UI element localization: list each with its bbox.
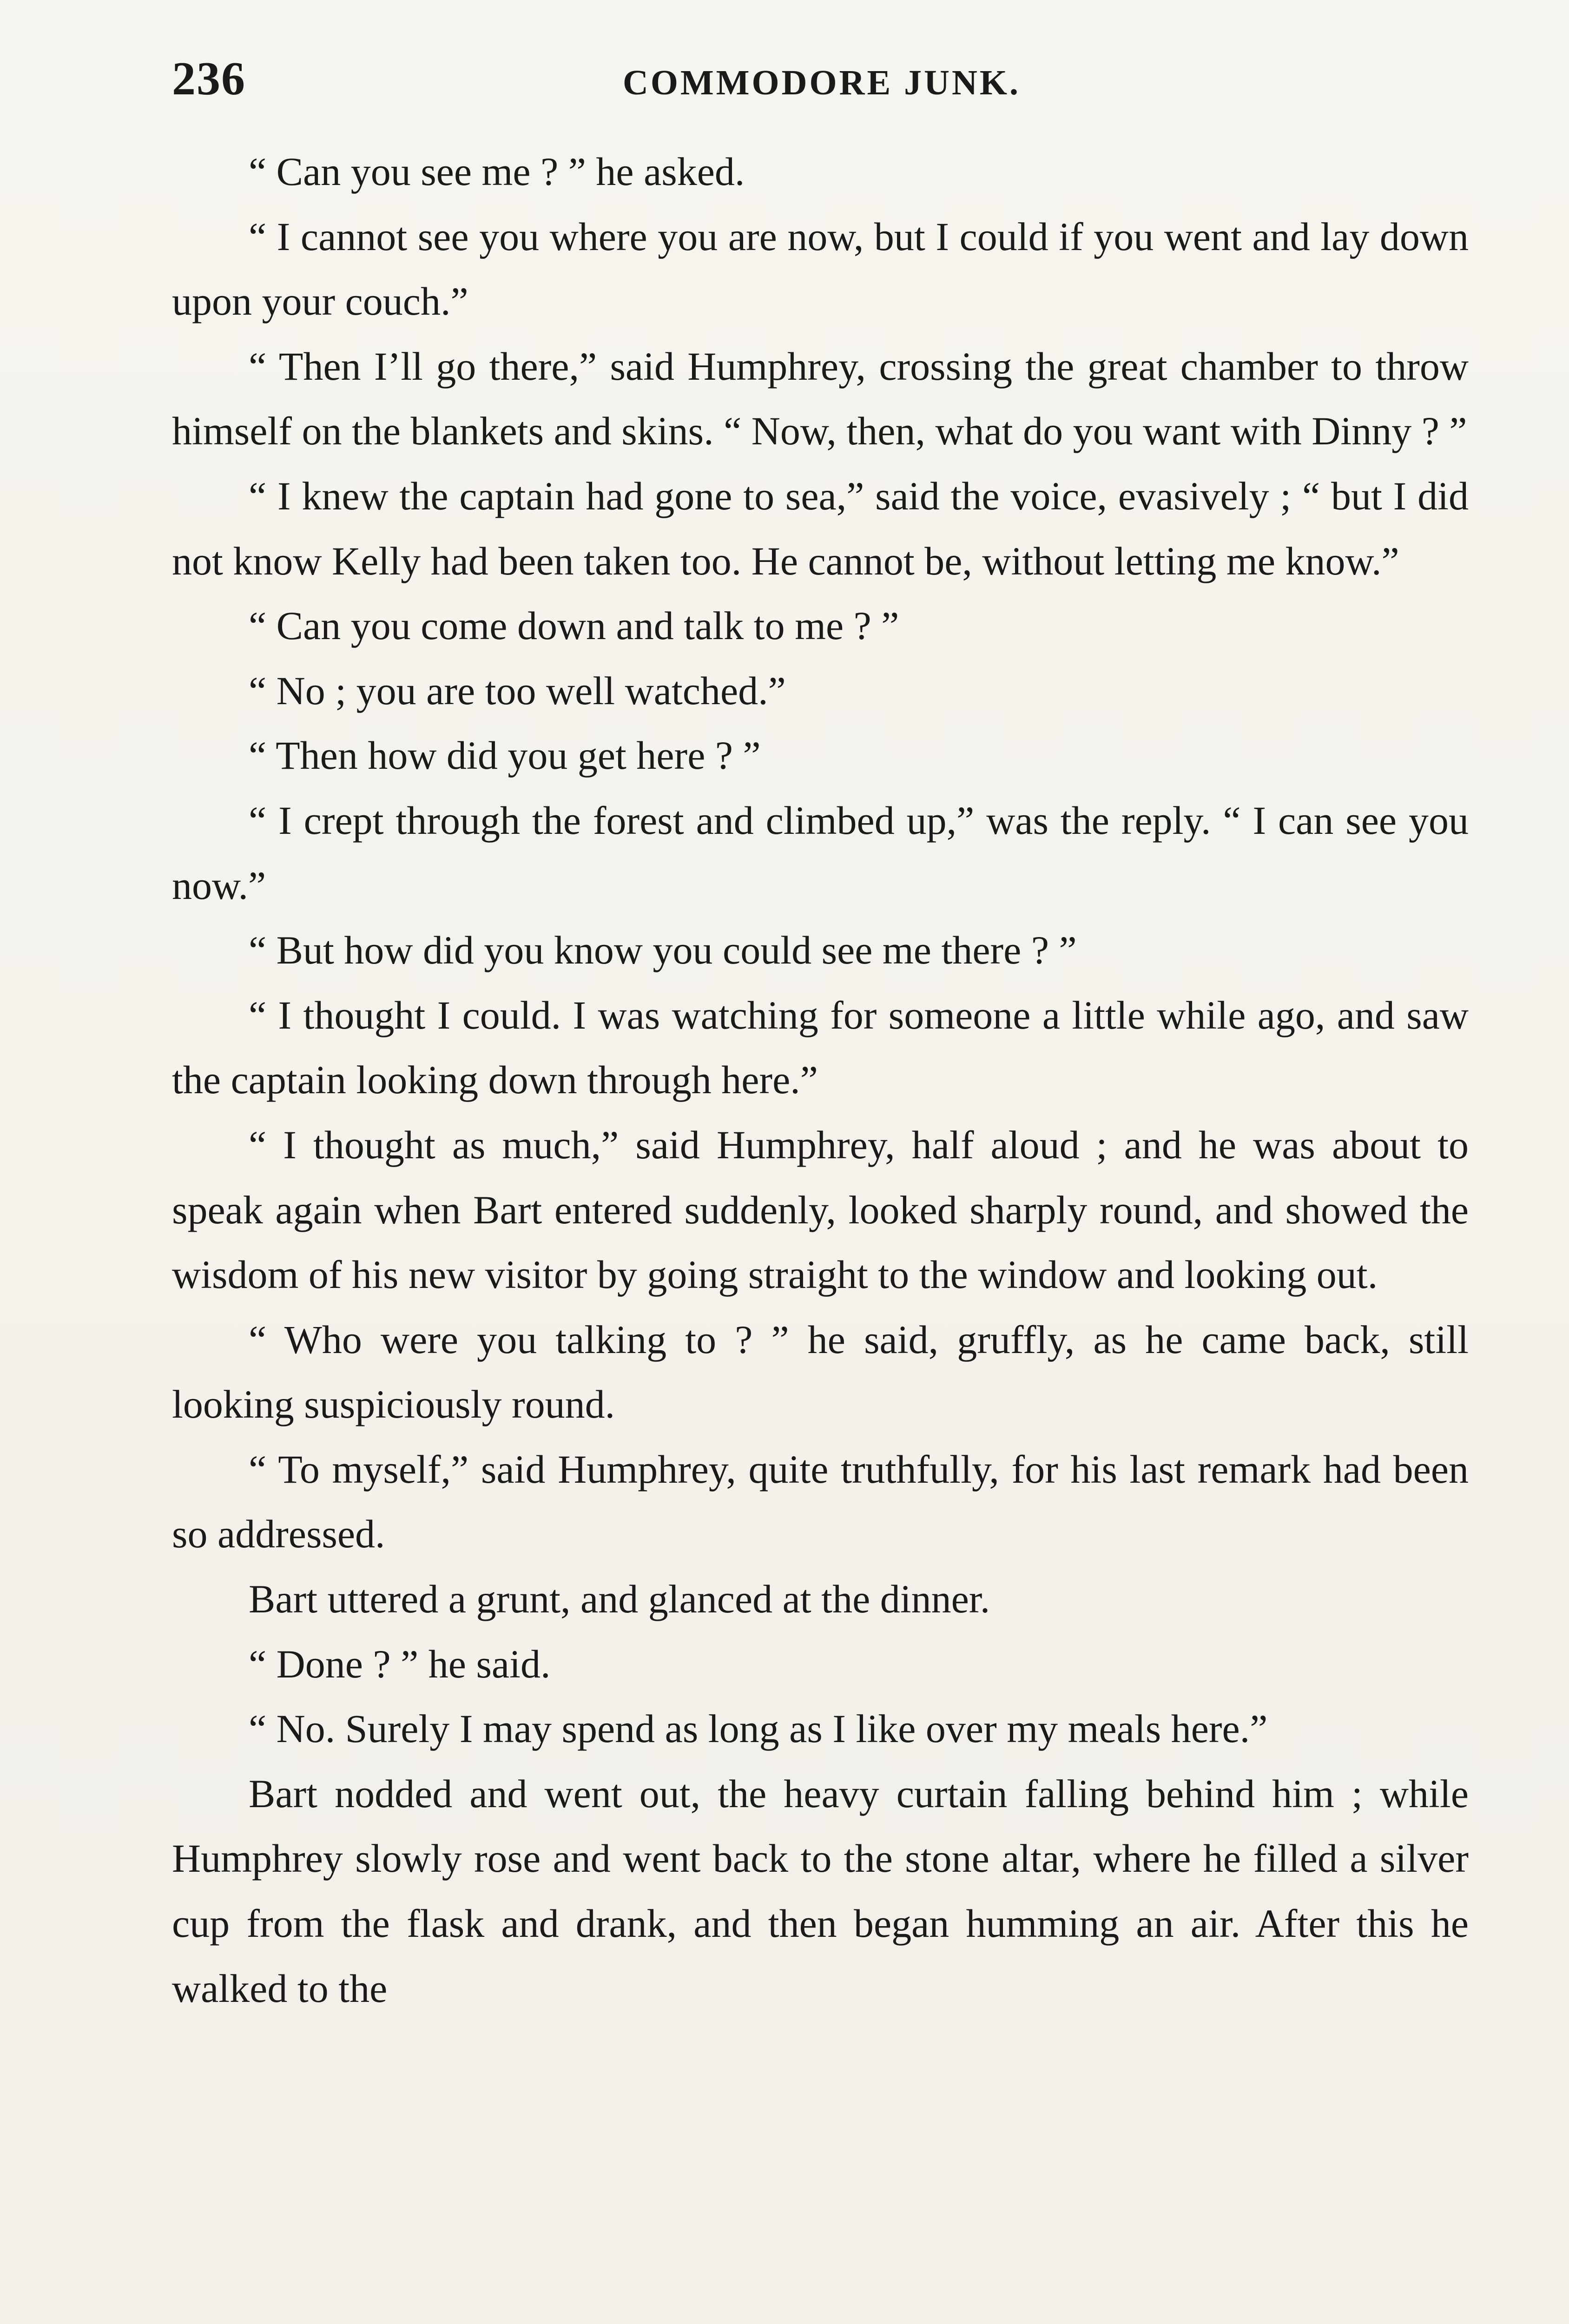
paragraph: “ But how did you know you could see me there ? ” [249, 928, 1077, 973]
page-header [172, 51, 1469, 107]
paragraph: “ No. Surely I may spend as long as I like over my meals here.” [249, 1706, 1268, 1751]
page-number: 236 [172, 53, 246, 105]
paragraph: Bart uttered a grunt, and glanced at the dinner. [249, 1577, 990, 1622]
paragraph: “ I crept through the forest and climbed up,” was the reply. “ I can see you now.” [172, 798, 1469, 908]
paragraph: “ To myself,” said Humphrey, quite truthfully, for his last remark had been so addressed. [172, 1446, 1469, 1557]
paragraph: “ Can you come down and talk to me ? ” [249, 603, 899, 648]
paragraph: “ I knew the captain had gone to sea,” said the voice, evasively ; “ but I did not know Kelly had been taken too. He cannot be, without letting me know.” [172, 473, 1469, 583]
paragraph: “ No ; you are too well watched.” [249, 668, 786, 713]
paragraph: “ Then how did you get here ? ” [249, 733, 761, 778]
paragraph: “ Done ? ” he said. [249, 1641, 551, 1686]
paragraph: “ Can you see me ? ” he asked. [249, 149, 745, 194]
paragraph: Bart nodded and went out, the heavy curtain falling behind him ; while Humphrey slowly rose and went back to the stone altar, where he filled a silver cup from the flask and drank, and then began humming an air. After this he walked to the [172, 1771, 1469, 2011]
paragraph: “ I thought I could. I was watching for someone a little while ago, and saw the captain looking down through here.” [172, 992, 1469, 1103]
paragraph: “ Who were you talking to ? ” he said, gruffly, as he came back, still looking suspiciously round. [172, 1317, 1469, 1427]
body-text [172, 139, 1469, 2021]
paragraph: “ Then I’ll go there,” said Humphrey, crossing the great chamber to throw himself on the blankets and skins. “ Now, then, what do you want with Dinny ? ” [172, 343, 1469, 454]
paragraph: “ I cannot see you where you are now, but I could if you went and lay down upon your couch.” [172, 214, 1469, 324]
paragraph: “ I thought as much,” said Humphrey, half aloud ; and he was about to speak again when Bart entered suddenly, looked sharply round, and showed the wisdom of his new visitor by going straight to the window and looking out. [172, 1122, 1469, 1297]
running-title: COMMODORE JUNK. [623, 63, 1021, 102]
